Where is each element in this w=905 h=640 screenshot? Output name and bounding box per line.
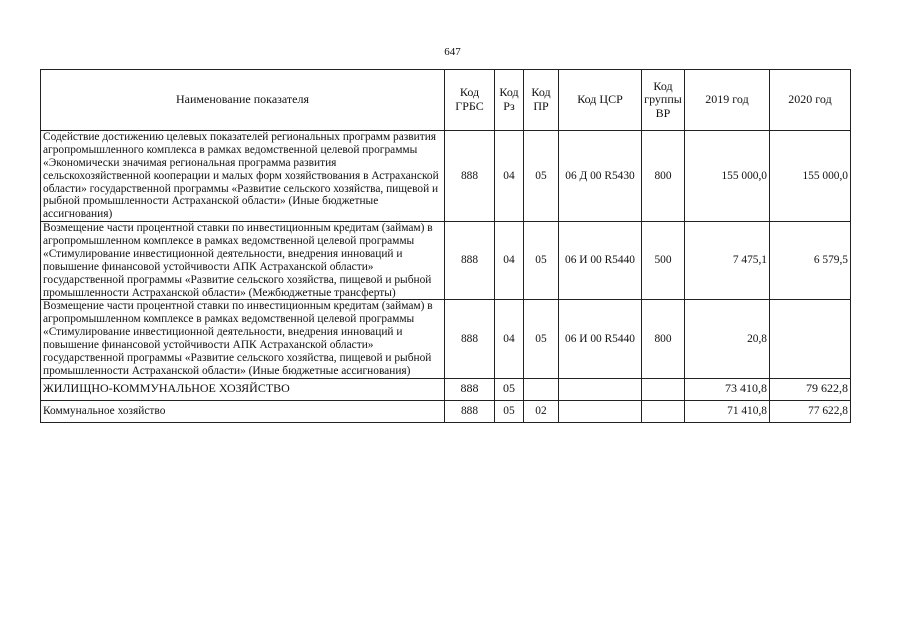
row-2019: 71 410,8 (685, 400, 770, 422)
row-grbs: 888 (445, 378, 495, 400)
row-pr: 05 (524, 300, 559, 378)
budget-table (40, 69, 851, 423)
table-header-row (41, 70, 851, 131)
header-name: Наименование показателя (41, 70, 445, 131)
header-2020: 2020 год (770, 70, 851, 131)
row-2020: 77 622,8 (770, 400, 851, 422)
row-name: Содействие достижению целевых показателей региональных программ развития агропромышленного комплекса в рамках ведомственной целевой программы «Экономически значимая региональная программа развития сельскохозяйственной кооперации и малых форм хозяйствования в Астраханской области» государственной программы «Развитие сельского хозяйства, пищевой и рыбной промышленности Астраханской области» (Иные бюджетные ассигнования) (41, 131, 445, 222)
row-2019: 7 475,1 (685, 222, 770, 300)
header-csr: Код ЦСР (559, 70, 642, 131)
row-rz: 04 (495, 222, 524, 300)
row-2020: 6 579,5 (770, 222, 851, 300)
row-2019: 155 000,0 (685, 131, 770, 222)
row-csr: 06 И 00 R5440 (559, 300, 642, 378)
row-rz: 04 (495, 300, 524, 378)
row-csr: 06 Д 00 R5430 (559, 131, 642, 222)
row-name: ЖИЛИЩНО-КОММУНАЛЬНОЕ ХОЗЯЙСТВО (41, 378, 445, 400)
row-vr: 800 (642, 300, 685, 378)
row-csr (559, 400, 642, 422)
table-row (41, 131, 851, 222)
table-row (41, 378, 851, 400)
header-rz: Код Рз (495, 70, 524, 131)
row-2019: 20,8 (685, 300, 770, 378)
row-pr (524, 378, 559, 400)
row-grbs: 888 (445, 131, 495, 222)
row-rz: 05 (495, 400, 524, 422)
row-vr (642, 378, 685, 400)
page-number: 647 (444, 46, 461, 58)
header-vr: Код группы ВР (642, 70, 685, 131)
row-name: Возмещение части процентной ставки по инвестиционным кредитам (займам) в агропромышленном комплексе в рамках ведомственной целевой программы «Стимулирование инвестиционной деятельности, внедрения инноваций и повышение финансовой устойчивости АПК Астраханской области» государственной программы «Развитие сельского хозяйства, пищевой и рыбной промышленности Астраханской области» (Межбюджетные трансферты) (41, 222, 445, 300)
row-2020: 79 622,8 (770, 378, 851, 400)
row-pr: 02 (524, 400, 559, 422)
row-grbs: 888 (445, 222, 495, 300)
row-name: Коммунальное хозяйство (41, 400, 445, 422)
row-vr (642, 400, 685, 422)
row-2020 (770, 300, 851, 378)
row-rz: 04 (495, 131, 524, 222)
row-pr: 05 (524, 131, 559, 222)
row-csr: 06 И 00 R5440 (559, 222, 642, 300)
table-row (41, 300, 851, 378)
table-row (41, 222, 851, 300)
row-2019: 73 410,8 (685, 378, 770, 400)
header-pr: Код ПР (524, 70, 559, 131)
header-grbs: Код ГРБС (445, 70, 495, 131)
row-vr: 500 (642, 222, 685, 300)
row-2020: 155 000,0 (770, 131, 851, 222)
row-grbs: 888 (445, 300, 495, 378)
row-csr (559, 378, 642, 400)
header-2019: 2019 год (685, 70, 770, 131)
row-vr: 800 (642, 131, 685, 222)
row-grbs: 888 (445, 400, 495, 422)
row-name: Возмещение части процентной ставки по инвестиционным кредитам (займам) в агропромышленном комплексе в рамках ведомственной целевой программы «Стимулирование инвестиционной деятельности, внедрения инноваций и повышение финансовой устойчивости АПК Астраханской области» государственной программы «Развитие сельского хозяйства, пищевой и рыбной промышленности Астраханской области» (Иные бюджетные ассигнования) (41, 300, 445, 378)
row-rz: 05 (495, 378, 524, 400)
table-row (41, 400, 851, 422)
row-pr: 05 (524, 222, 559, 300)
